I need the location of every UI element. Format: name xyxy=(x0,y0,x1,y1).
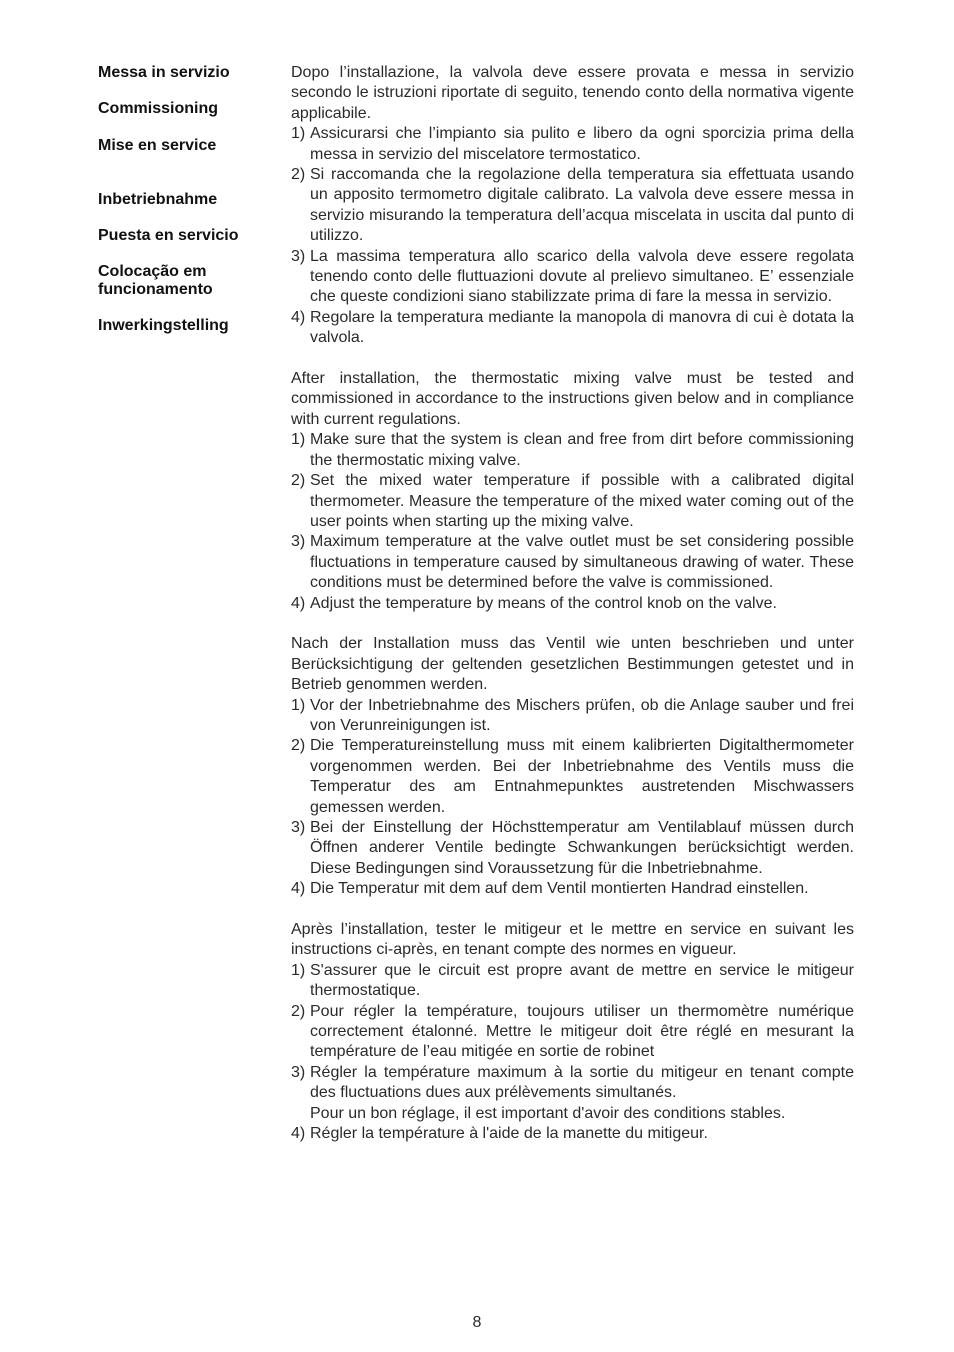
heading-spanish: Puesta en servicio xyxy=(98,227,239,244)
item-text: Bei der Einstellung der Höchsttemperatur am Ventilablauf müssen durch Öffnen anderer Ventile bedingte Schwankungen berücksichtigt werden. Diese Bedingungen sind Voraussetzung für die Inbetriebnahme. xyxy=(310,819,854,877)
instructions-body xyxy=(291,63,854,1165)
item-text: Regolare la temperatura mediante la manopola di manovra di cui è dotata la valvola. xyxy=(310,308,854,347)
list-item xyxy=(291,308,854,349)
intro-paragraph: Dopo l’installazione, la valvola deve essere provata e messa in servizio secondo le istruzioni riportate di seguito, tenendo conto della normativa vigente applicabile. xyxy=(291,64,854,122)
item-text: Die Temperatureinstellung muss mit einem kalibrierten Digitalthermometer vorgenommen werden. Bei der Inbetriebnahme des Ventils muss die Temperatur des am Entnahmepunktes austretenden Mischwassers gemessen werden. xyxy=(310,737,854,816)
item-text: Régler la température à l'aide de la manette du mitigeur. xyxy=(310,1125,708,1143)
item-number: 3) xyxy=(291,247,306,265)
item-text: Si raccomanda che la regolazione della temperatura sia effettuata usando un apposito termometro digitale calibrato. La valvola deve essere messa in servizio misurando la temperatura dell’acqua miscelata in uscita dal punto di utilizzo. xyxy=(310,166,854,245)
section-english xyxy=(291,369,854,614)
item-text: Set the mixed water temperature if possible with a calibrated digital thermometer. Measure the temperature of the mixed water coming out of the user points when starting up the mixing valve. xyxy=(310,472,854,530)
item-number: 2) xyxy=(291,1002,306,1020)
item-number: 3) xyxy=(291,533,306,551)
heading-portuguese: Colocação em funcionamento xyxy=(98,263,213,298)
item-text-extra: Pour un bon réglage, il est important d'avoir des conditions stables. xyxy=(310,1104,786,1122)
item-number: 1) xyxy=(291,961,306,979)
item-text-main: Régler la température maximum à la sortie du mitigeur en tenant compte des fluctuations dues aux prélèvements simultanés. xyxy=(310,1063,854,1102)
item-number: 4) xyxy=(291,1125,306,1143)
item-text: Die Temperatur mit dem auf dem Ventil montierten Handrad einstellen. xyxy=(310,880,809,898)
item-text: Adjust the temperature by means of the control knob on the valve. xyxy=(310,594,777,612)
item-text: Make sure that the system is clean and free from dirt before commissioning the thermostatic mixing valve. xyxy=(310,431,854,469)
list-item xyxy=(291,594,854,614)
heading-german: Inbetriebnahme xyxy=(98,191,218,208)
list-item xyxy=(291,961,854,1002)
list-item xyxy=(291,1002,854,1063)
list-item xyxy=(291,818,854,879)
list-item xyxy=(291,696,854,737)
intro-paragraph: Nach der Installation muss das Ventil wie unten beschrieben und unter Berücksichtigung der geltenden gesetzlichen Bestimmungen getestet und in Betrieb genommen werden. xyxy=(291,635,854,694)
item-text: S'assurer que le circuit est propre avant de mettre en service le mitigeur thermostatique. xyxy=(310,961,854,1000)
item-number: 4) xyxy=(291,594,306,612)
item-number: 1) xyxy=(291,125,306,143)
item-text xyxy=(310,1063,854,1124)
item-number: 2) xyxy=(291,166,306,184)
language-headings xyxy=(98,64,278,335)
heading-dutch: Inwerkingstelling xyxy=(98,317,229,334)
item-number: 3) xyxy=(291,1063,306,1081)
item-number: 2) xyxy=(291,737,306,755)
item-text: Vor der Inbetriebnahme des Mischers prüfen, ob die Anlage sauber und frei von Verunreinigungen ist. xyxy=(310,696,854,734)
list-item xyxy=(291,736,854,818)
heading-french: Mise en service xyxy=(98,137,217,154)
item-text: Assicurarsi che l’impianto sia pulito e libero da ogni sporcizia prima della messa in servizio del miscelatore termostatico. xyxy=(310,125,854,163)
section-german xyxy=(291,634,854,899)
list-item xyxy=(291,532,854,593)
list-item xyxy=(291,471,854,532)
item-number: 2) xyxy=(291,472,306,490)
section-french xyxy=(291,920,854,1144)
item-number: 4) xyxy=(291,880,306,898)
item-number: 1) xyxy=(291,431,306,449)
item-number: 3) xyxy=(291,819,306,836)
heading-italian: Messa in servizio xyxy=(98,64,230,81)
intro-paragraph: After installation, the thermostatic mixing valve must be tested and commissioned in accordance to the instructions given below and in compliance with current regulations. xyxy=(291,370,854,428)
item-text: Pour régler la température, toujours utiliser un thermomètre numérique correctement étalonné. Mettre le mitigeur doit être réglé en mesurant la température de l’eau mitigée en sortie de robinet xyxy=(310,1002,854,1061)
list-item xyxy=(291,247,854,308)
page-number: 8 xyxy=(472,1314,482,1331)
heading-english: Commissioning xyxy=(98,100,219,117)
item-number: 4) xyxy=(291,308,306,326)
list-item xyxy=(291,1124,854,1144)
item-text: La massima temperatura allo scarico della valvola deve essere regolata tenendo conto delle fluttuazioni dovute al prelievo simultaneo. E’ essenziale che queste condizioni siano stabilizzate prima di fare la messa in servizio. xyxy=(310,247,854,306)
section-italian xyxy=(291,63,854,349)
item-number: 1) xyxy=(291,696,306,714)
list-item xyxy=(291,165,854,247)
list-item xyxy=(291,430,854,471)
intro-paragraph: Après l’installation, tester le mitigeur et le mettre en service en suivant les instructions ci-après, en tenant compte des normes en vigueur. xyxy=(291,921,854,959)
list-item xyxy=(291,1063,854,1124)
list-item xyxy=(291,879,854,899)
list-item xyxy=(291,124,854,165)
item-text: Maximum temperature at the valve outlet must be set considering possible fluctuations in temperature caused by simultaneous drawing of water. These conditions must be determined before the valve is commissioned. xyxy=(310,533,854,592)
